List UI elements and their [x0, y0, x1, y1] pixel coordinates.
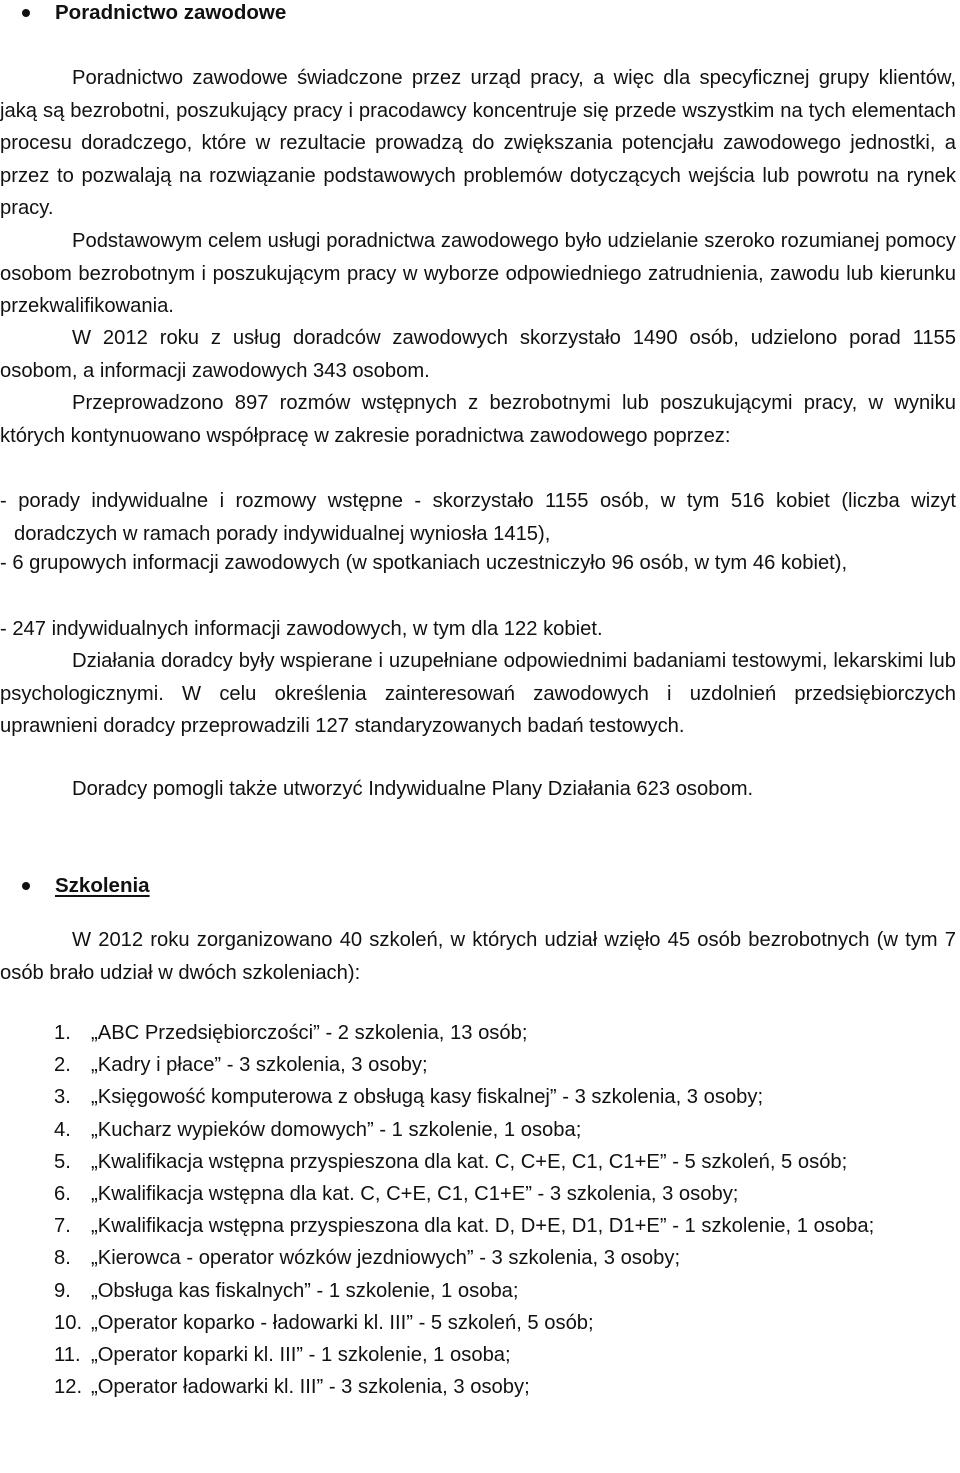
list-item-number: 11. [54, 1344, 81, 1367]
list-item-text: „Operator ładowarki kl. III” - 3 szkolenia, 3 osoby; [91, 1376, 530, 1399]
list-item [0, 1146, 956, 1178]
list-item [0, 1307, 956, 1339]
list-item-text: „Kucharz wypieków domowych” - 1 szkolenie, 1 osoba; [91, 1118, 582, 1141]
list-item [0, 1049, 956, 1081]
list-item-number: 5. [54, 1150, 71, 1173]
list-item-text: „Obsługa kas fiskalnych” - 1 szkolenie, 1 osoba; [91, 1279, 519, 1302]
list-item-number: 9. [54, 1279, 71, 1302]
paragraph-interviews: Przeprowadzono 897 rozmów wstępnych z bezrobotnymi lub poszukującymi pracy, w wyniku których kontynuowano współpracę w zakresie poradnictwa zawodowego poprzez: [0, 392, 956, 447]
list-item-number: 4. [54, 1118, 71, 1141]
list-item [0, 1242, 956, 1274]
paragraph-goal: Podstawowym celem usługi poradnictwa zawodowego było udzielanie szeroko rozumianej pomocy osobom bezrobotnym i poszukującym pracy w wyborze odpowiedniego zatrudnienia, zawodu lub kierunku przekwalifikowania. [0, 230, 956, 318]
list-item-number: 2. [54, 1054, 71, 1077]
list-item-text: „Kwalifikacja wstępna przyspieszona dla kat. D, D+E, D1, D1+E” - 1 szkolenie, 1 osoba; [91, 1215, 875, 1238]
section-heading-poradnictwo [22, 0, 286, 26]
list-item [0, 1017, 956, 1049]
list-item [0, 1371, 956, 1403]
list-item [0, 1339, 956, 1371]
list-item-text: „ABC Przedsiębiorczości” - 2 szkolenia, 13 osób; [91, 1022, 528, 1044]
section-title: Szkolenia [55, 874, 150, 897]
list-item [0, 1114, 956, 1146]
paragraph-intro: Poradnictwo zawodowe świadczone przez urząd pracy, a więc dla specyficznej grupy klientów, jaką są bezrobotni, poszukujący pracy i pracodawcy koncentruje się przede wszystkim na tych elementach procesu doradczego, które w rezultacie prowadzą do zwiększania potencjału zawodowego jednostki, a przez to pozwalają na rozwiązanie podstawowych problemów dotyczących wejścia lub powrotu na rynek pracy. [0, 67, 956, 220]
list-item-number: 10. [54, 1311, 83, 1334]
trainings-list [0, 1017, 956, 1403]
list-item-number: 3. [54, 1086, 71, 1109]
paragraph-ipd: Doradcy pomogli także utworzyć Indywidualne Plany Działania 623 osobom. [72, 778, 754, 800]
bullet-icon [22, 9, 30, 17]
paragraph-tests: Działania doradcy były wspierane i uzupełniane odpowiednimi badaniami testowymi, lekarskimi lub psychologicznymi. W celu określenia zainteresowań zawodowych i uzdolnień przedsiębiorczych uprawnieni doradcy przeprowadzili 127 standaryzowanych badań testowych. [0, 650, 956, 738]
list-item [0, 1178, 956, 1210]
list-item [0, 1275, 956, 1307]
list-item-number: 1. [54, 1022, 71, 1044]
paragraph-trainings-intro: W 2012 roku zorganizowano 40 szkoleń, w których udział wzięło 45 osób bezrobotnych (w tym 7 osób brało udział w dwóch szkoleniach): [0, 929, 956, 984]
list-item-text: „Kadry i płace” - 3 szkolenia, 3 osoby; [91, 1054, 428, 1077]
list-item-text: „Kierowca - operator wózków jezdniowych” - 3 szkolenia, 3 osoby; [91, 1247, 681, 1270]
list-item-number: 7. [54, 1215, 71, 1238]
list-item-dash: - 6 grupowych informacji zawodowych (w spotkaniach uczestniczyło 96 osób, w tym 46 kobiet), [0, 552, 848, 574]
list-item-number: 6. [54, 1183, 71, 1206]
bullet-icon [22, 882, 30, 890]
paragraph-stats: W 2012 roku z usług doradców zawodowych skorzystało 1490 osób, udzielono porad 1155 osobom, a informacji zawodowych 343 osobom. [0, 327, 956, 382]
list-item-text: „Kwalifikacja wstępna dla kat. C, C+E, C1, C1+E” - 3 szkolenia, 3 osoby; [91, 1183, 739, 1206]
list-item-number: 12. [54, 1376, 83, 1399]
section-title: Poradnictwo zawodowe [55, 1, 287, 24]
section-heading-szkolenia [22, 873, 150, 899]
list-item-text: „Operator koparki kl. III” - 1 szkolenie, 1 osoba; [91, 1344, 511, 1367]
list-item [0, 1210, 956, 1242]
list-item-text: „Księgowość komputerowa z obsługą kasy fiskalnej” - 3 szkolenia, 3 osoby; [91, 1086, 764, 1109]
list-item-dash: - porady indywidualne i rozmowy wstępne - skorzystało 1155 osób, w tym 516 kobiet (liczba wizyt doradczych w ramach porady indywidualnej wyniosła 1415), [0, 490, 956, 545]
list-item-text: „Operator koparko - ładowarki kl. III” - 5 szkoleń, 5 osób; [91, 1311, 594, 1334]
list-item-text: „Kwalifikacja wstępna przyspieszona dla kat. C, C+E, C1, C1+E” - 5 szkoleń, 5 osób; [91, 1150, 848, 1173]
list-item-number: 8. [54, 1247, 71, 1270]
list-item [0, 1081, 956, 1113]
list-item-dash: - 247 indywidualnych informacji zawodowych, w tym dla 122 kobiet. [0, 618, 603, 640]
